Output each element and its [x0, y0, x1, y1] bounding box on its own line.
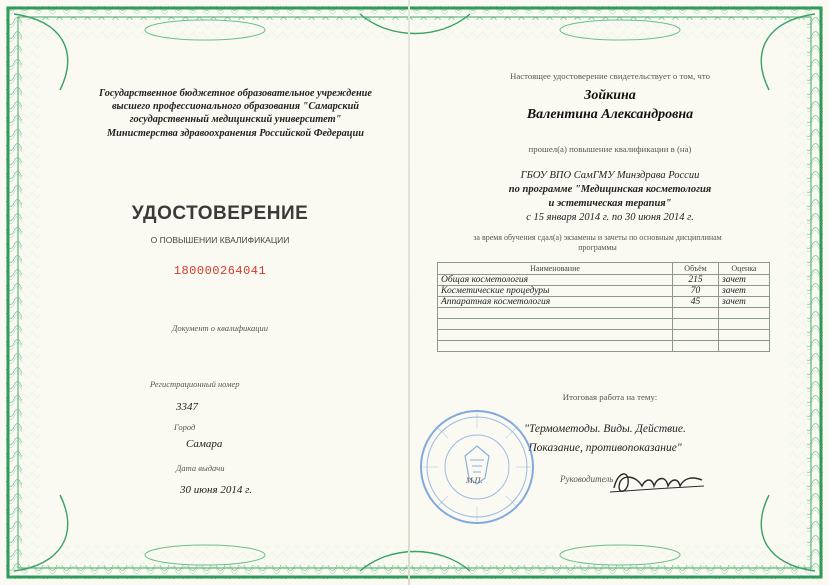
page-fold: [408, 0, 410, 585]
topic-line: Показание, противопоказание": [528, 442, 682, 454]
issuer-block: [78, 87, 393, 140]
subject-cell: [438, 319, 673, 330]
grade-cell: [719, 319, 770, 330]
issuer-line: государственный медицинский университет": [129, 114, 342, 126]
study-period: с 15 января 2014 г. по 30 июня 2014 г.: [526, 212, 694, 223]
table-row: [438, 275, 770, 286]
holder-surname: Зойкина: [584, 88, 636, 103]
intro-text: Настоящее удостоверение свидетельствует о том, что: [510, 71, 710, 81]
subject-cell: Аппаратная косметология: [438, 297, 673, 308]
table-row: [438, 330, 770, 341]
column-header: Объём: [673, 263, 719, 275]
official-stamp: [418, 408, 536, 526]
table-row: [438, 297, 770, 308]
hours-cell: [673, 341, 719, 352]
issuer-line: Министерства здравоохранения Российской Федерации: [107, 127, 364, 139]
table-row: [438, 341, 770, 352]
hours-cell: [673, 330, 719, 341]
subject-cell: Косметические процедуры: [438, 286, 673, 297]
reg-number-label: Регистрационный номер: [150, 379, 240, 389]
grade-cell: зачет: [719, 297, 770, 308]
document-subtitle: О ПОВЫШЕНИИ КВАЛИФИКАЦИИ: [150, 235, 290, 245]
exams-text: [425, 233, 770, 253]
reg-number: 3347: [176, 401, 198, 413]
serial-number: 180000264041: [173, 264, 267, 278]
table-row: [438, 308, 770, 319]
city: Самара: [186, 438, 223, 450]
passed-text: прошел(а) повышение квалификации в (на): [528, 144, 692, 154]
subject-cell: [438, 330, 673, 341]
program-line: и эстетическая терапия": [548, 198, 672, 209]
column-header: Оценка: [719, 263, 770, 275]
holder-name: [440, 86, 780, 124]
exams-line: программы: [578, 243, 617, 252]
grade-cell: зачет: [719, 275, 770, 286]
grade-cell: [719, 308, 770, 319]
hours-cell: [673, 308, 719, 319]
exams-line: за время обучения сдал(а) экзамены и зачеты по основным дисциплинам: [473, 233, 722, 242]
grade-cell: зачет: [719, 286, 770, 297]
grades-table: [437, 262, 770, 352]
topic-line: "Термометоды. Виды. Действие.: [524, 423, 686, 435]
grade-cell: [719, 341, 770, 352]
institution: ГБОУ ВПО СамГМУ Минздрава России: [520, 170, 700, 181]
issuer-line: высшего профессионального образования "Самарский: [111, 101, 360, 113]
issuer-line: Государственное бюджетное образовательное учреждение: [99, 88, 372, 99]
hours-cell: 215: [673, 275, 719, 286]
subject-cell: [438, 341, 673, 352]
column-header: Наименование: [438, 263, 673, 275]
document-title: УДОСТОВЕРЕНИЕ: [131, 203, 309, 224]
document-type: Документ о квалификации: [171, 323, 269, 333]
hours-cell: 45: [673, 297, 719, 308]
program-block: [420, 169, 800, 225]
table-row: [438, 286, 770, 297]
grade-cell: [719, 330, 770, 341]
head-signature: [608, 464, 708, 498]
subject-cell: Общая косметология: [438, 275, 673, 286]
table-header-row: [438, 263, 770, 275]
issue-date: 30 июня 2014 г.: [180, 484, 252, 496]
program-line: по программе "Медицинская косметология: [508, 184, 712, 195]
issue-date-label: Дата выдачи: [176, 463, 225, 473]
head-label: Руководитель: [560, 474, 614, 484]
holder-given-names: Валентина Александровна: [526, 107, 694, 122]
hours-cell: [673, 319, 719, 330]
stamp-place-label: М.П.: [466, 476, 483, 485]
final-work-label: Итоговая работа на тему:: [562, 392, 658, 402]
table-row: [438, 319, 770, 330]
subject-cell: [438, 308, 673, 319]
hours-cell: 70: [673, 286, 719, 297]
city-label: Город: [174, 422, 196, 432]
